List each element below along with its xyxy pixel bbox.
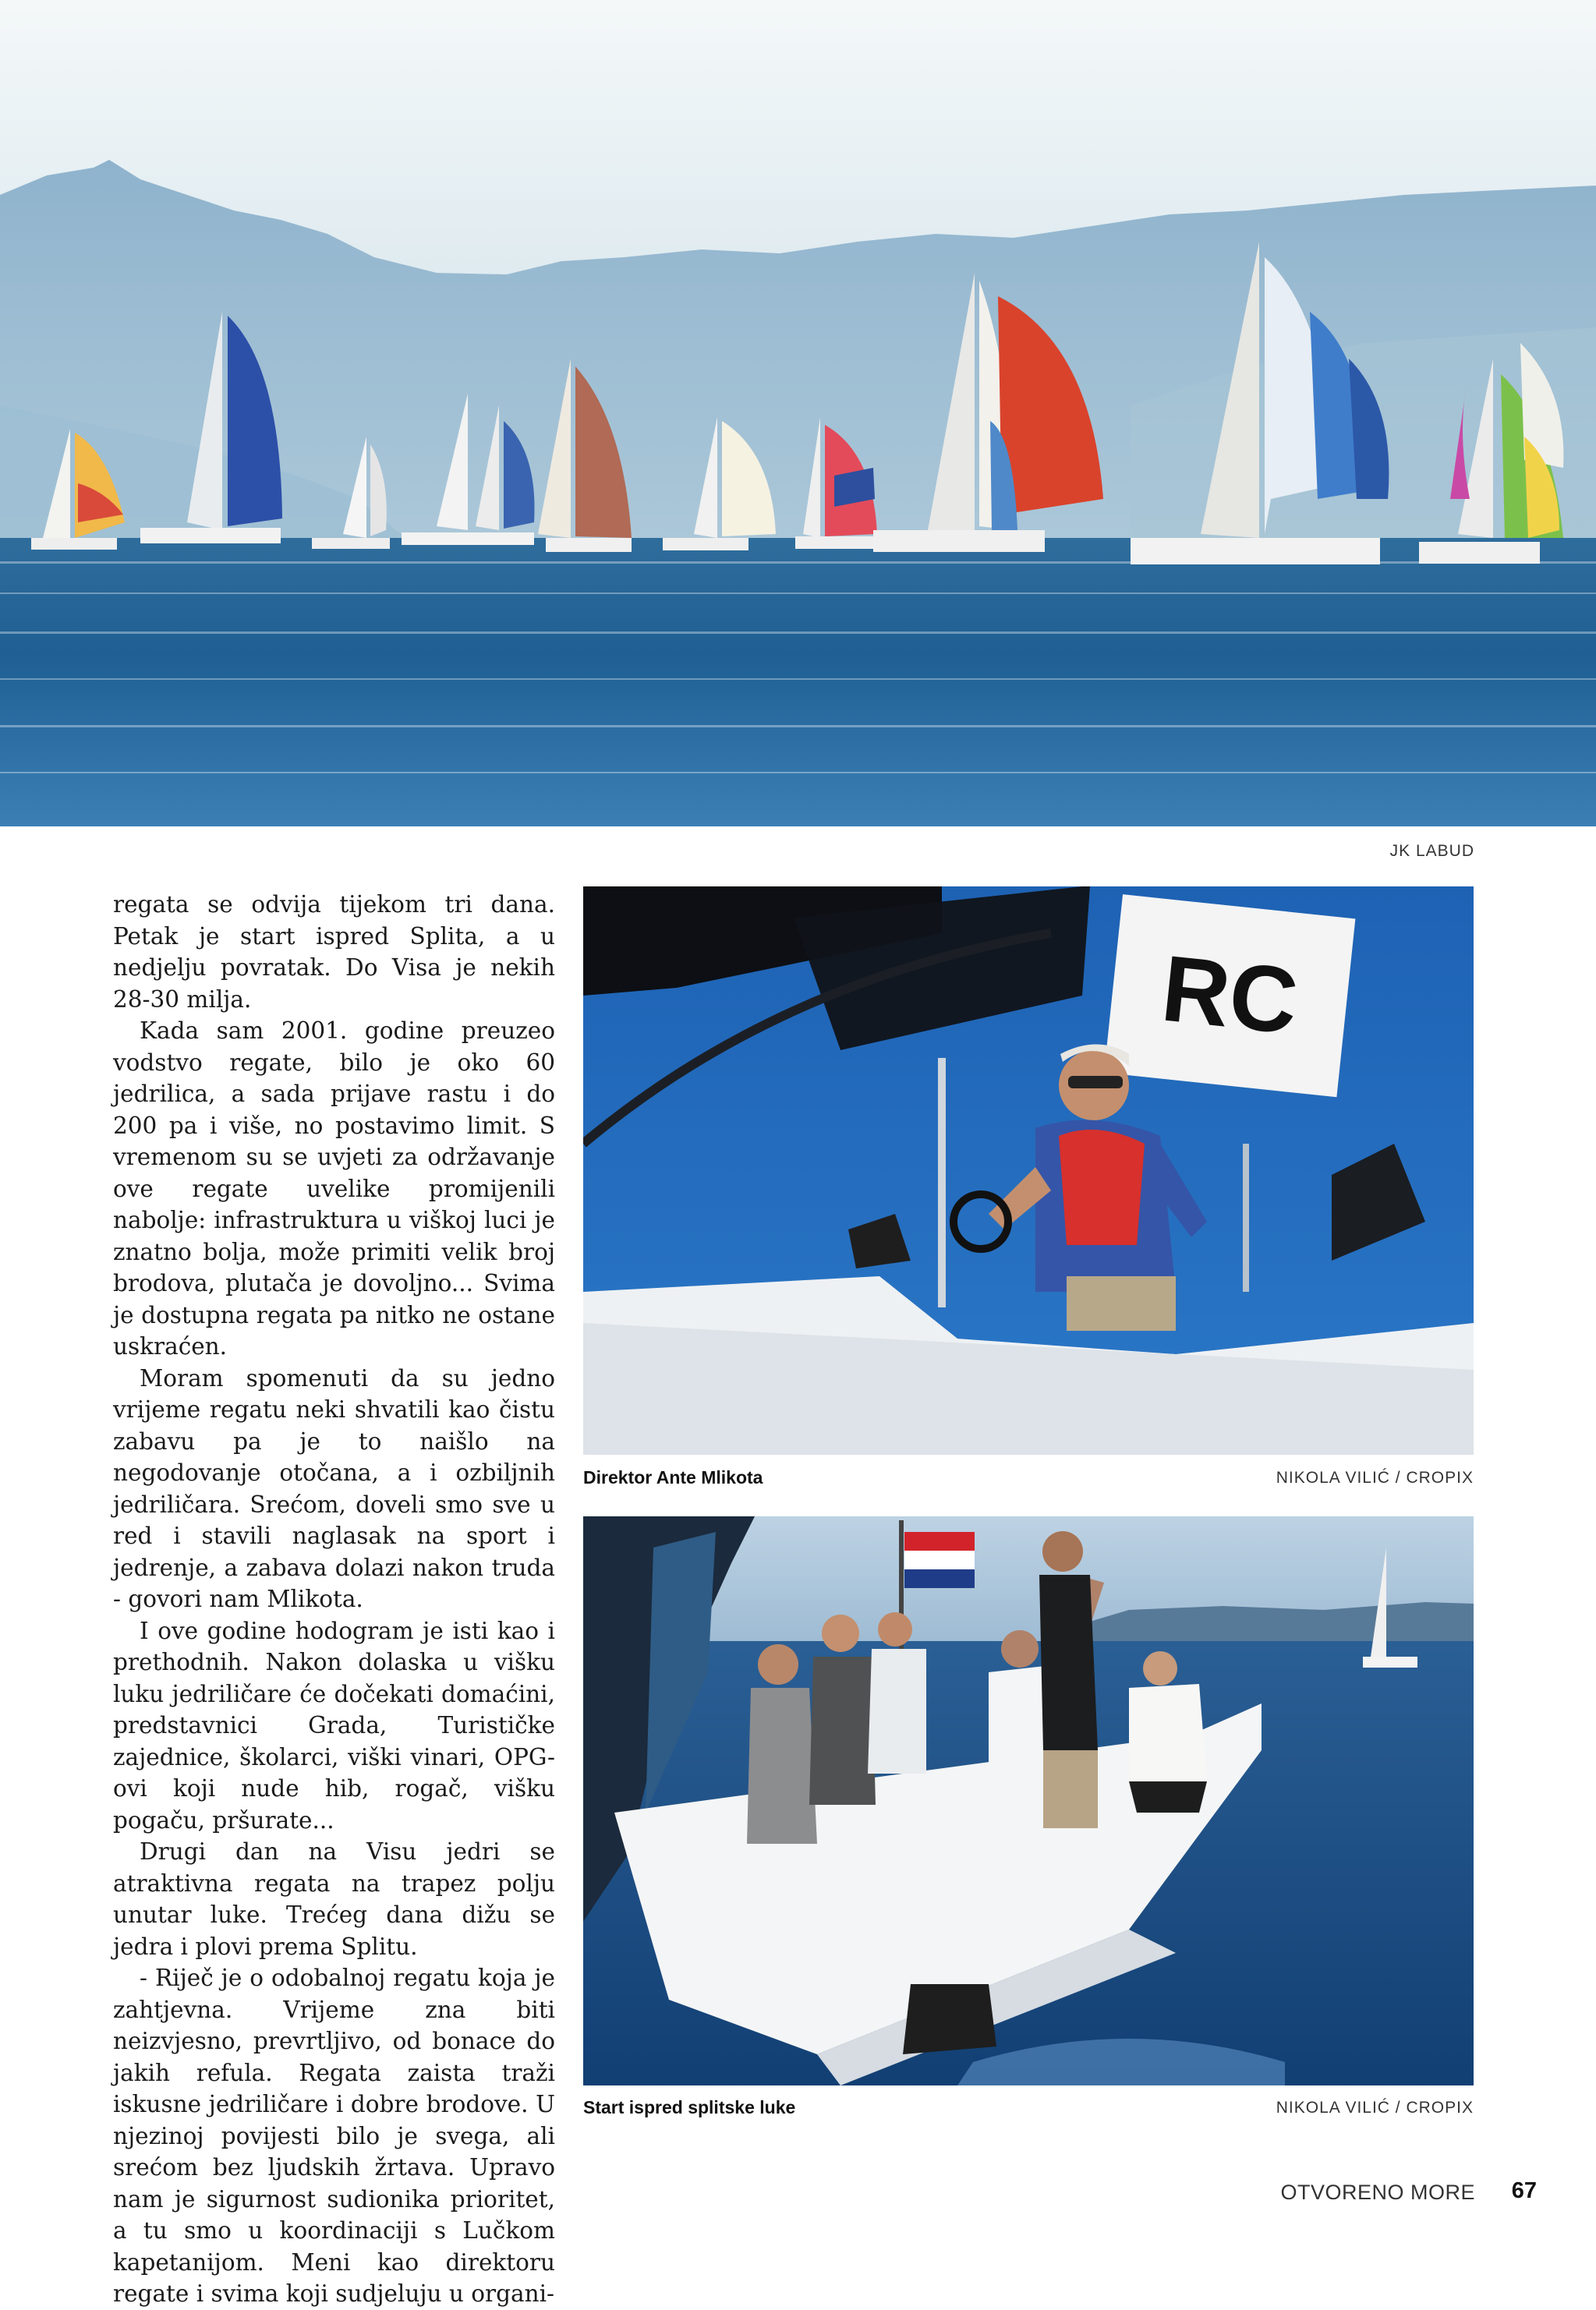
article-paragraph: regata se odvija tijekom tri dana. Petak je start ispred Splita, a u nedjelju povratak. Do Visa je nekih 28-30 milja. <box>113 891 555 1013</box>
footer-page-number: 67 <box>1511 2178 1537 2203</box>
rc-flag-text: RC <box>1157 936 1303 1054</box>
start-photo <box>583 1516 1474 2085</box>
hero-photo-credit: JK LABUD <box>1389 842 1474 860</box>
director-photo-caption: Direktor Ante Mlikota <box>583 1467 763 1488</box>
director-photo <box>583 886 1474 1455</box>
article-paragraph: Drugi dan na Visu jedri se atraktivna regata na trapez polju unutar luke. Trećeg dana dižu se jedra i plovi prema Splitu. <box>113 1838 555 1960</box>
hero-photo-regatta <box>0 0 1596 826</box>
article-body <box>113 889 555 2310</box>
footer-magazine-name: OTVORENO MORE <box>1280 2181 1475 2204</box>
start-photo-credit: NIKOLA VILIĆ / CROPIX <box>1276 2099 1474 2117</box>
director-photo-credit: NIKOLA VILIĆ / CROPIX <box>1276 1469 1474 1487</box>
article-paragraph: I ove godine hodogram je isti kao i prethodnih. Nakon dolaska u višku luku jedriličare će dočekati domaćini, predstavnici Grada, Turističke zajednice, školarci, viški vinari, OPG-ovi koji nude hib, rogač, višku pogaču, pršurate... <box>113 1617 555 1834</box>
article-paragraph: Moram spomenuti da su jedno vrijeme regatu neki shvatili kao čistu zabavu pa je to naišlo na negodovanje otočana, a i ozbiljnih jedriličara. Srećom, doveli smo sve u red i stavili naglasak na sport i jedrenje, a zabava dolazi nakon truda - govori nam Mlikota. <box>113 1364 555 1612</box>
article-paragraph: - Riječ je o odobalnoj regatu koja je zahtjevna. Vrijeme zna biti neizvjesno, prevrtljivo, od bonace do jakih refula. Regata zaista traži iskusne jedriličare i dobre brodove. U njezinoj povijesti bilo je svega, ali srećom bez ljudskih žrtava. Upravo nam je sigurnost sudionika prioritet, a tu smo u koordinaciji s Lučkom kapetanijom. Meni kao direktoru regate i svima koji sudjeluju u organi- <box>113 1965 555 2307</box>
start-photo-caption: Start ispred splitske luke <box>583 2097 796 2117</box>
article-paragraph: Kada sam 2001. godine preuzeo vodstvo regate, bilo je oko 60 jedrilica, a sada prijave rastu i do 200 pa i više, no postavimo limit. S vremenom su se uvjeti za održavanje ove regate uvelike promijenili nabolje: infrastruktura u viškoj luci je znatno bolja, može primiti velik broj brodova, plutača je dovoljno... Svima je dostupna regata pa nitko ne ostane uskraćen. <box>113 1017 555 1360</box>
